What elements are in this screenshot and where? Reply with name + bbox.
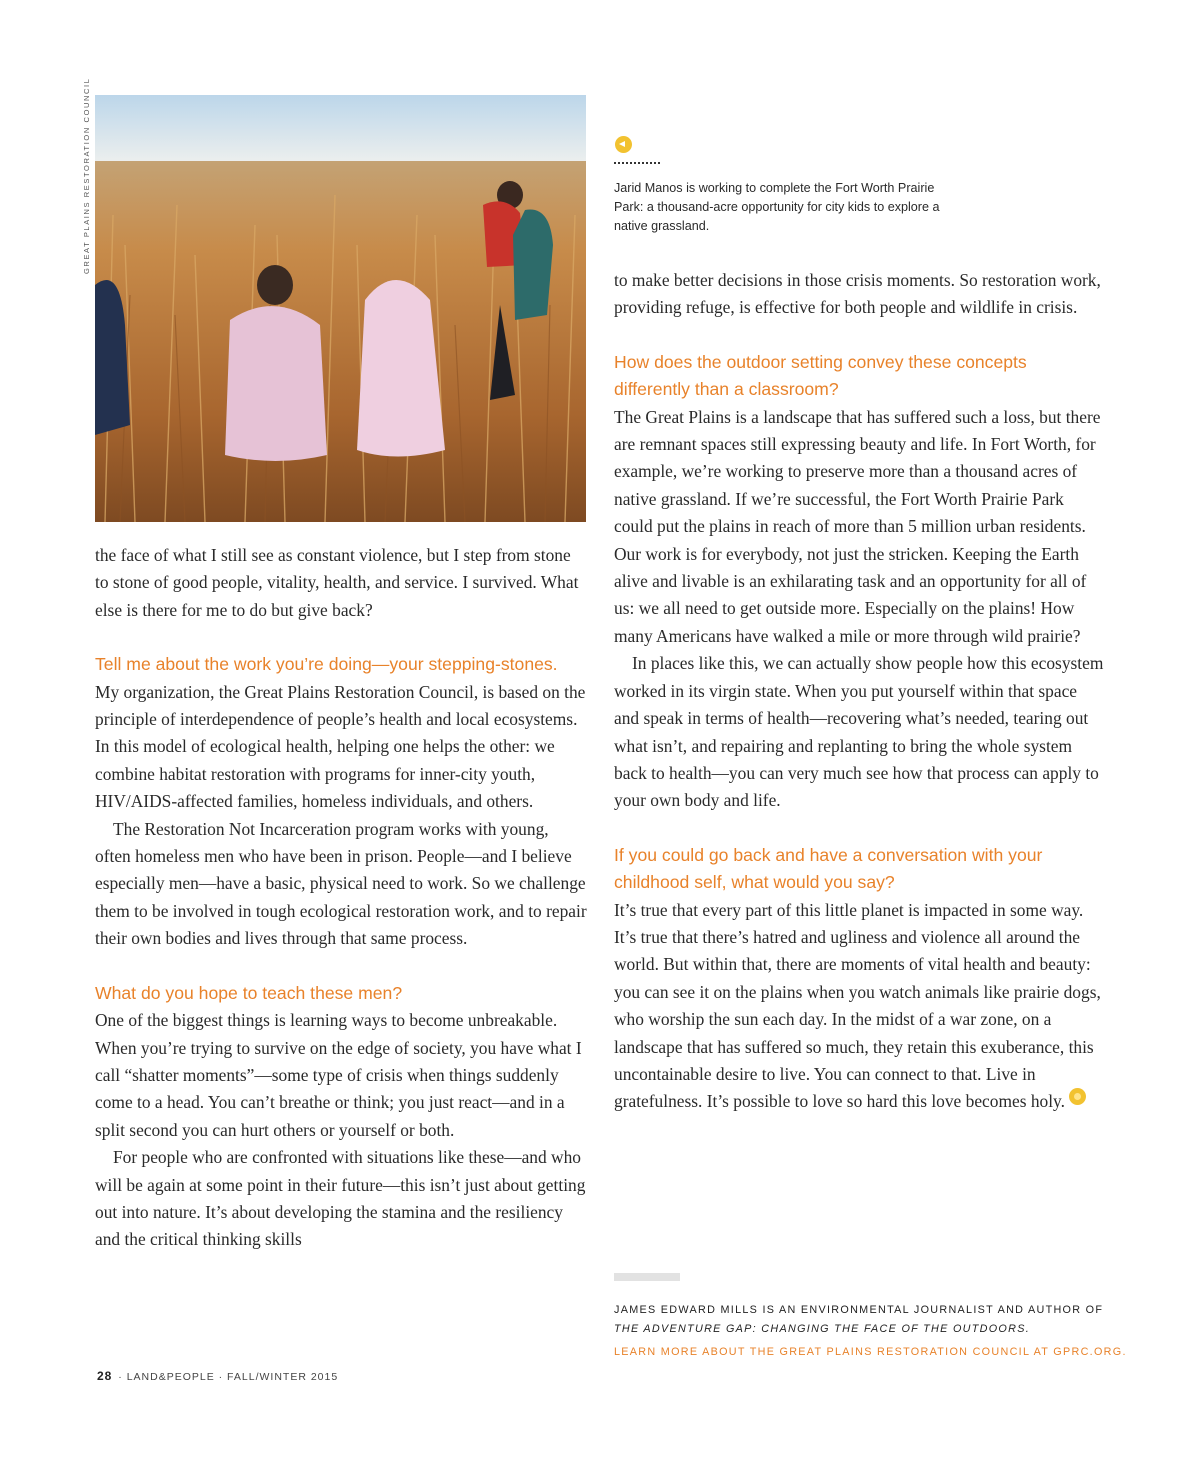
paragraph: One of the biggest things is learning ways to become unbreakable. When you’re trying to survive on the edge of society, you have what I call “shatter moments”—some type of crisis when things suddenly come to a head. You can’t breathe or think; you just react—and in a split second you can hurt others or yourself or both. [95, 1010, 582, 1140]
paragraph: The Great Plains is a landscape that has suffered such a loss, but there are remnant spaces still expressing beauty and life. In Fort Worth, for example, we’re working to preserve more than a thousand acres of native grassland. If we’re successful, the Fort Worth Prairie Park could put the plains in reach of more than 5 million urban residents. Our work is for everybody, not just the stricken. Keeping the Earth alive and livable is an exhilarating task and an opportunity for all of us: we all need to get outside more. Especially on the plains! How many Americans have walked a mile or more through wild prairie? [614, 406, 1101, 646]
paragraph: For people who are confronted with situations like these—and who will be again at some point in their future—this isn’t just about getting out into nature. It’s about developing the stamina and the resiliency and the critical thinking skills [95, 1147, 586, 1250]
left-column [95, 542, 587, 1254]
photo-caption [614, 136, 954, 236]
author-bio [614, 1301, 1134, 1338]
caption-divider [614, 162, 660, 164]
caption-text: Jarid Manos is working to complete the Fort Worth Prairie Park: a thousand-acre opportunity for city kids to explore a native grassland. [614, 181, 940, 233]
folio-text: · LAND&PEOPLE · FALL/WINTER 2015 [118, 1371, 339, 1383]
paragraph: the face of what I still see as constant violence, but I step from stone to stone of good people, vitality, health, and service. I survived. What else is there for me to do but give back? [95, 545, 579, 620]
page-number: 28 [97, 1369, 113, 1383]
question-heading: How does the outdoor setting convey these concepts differently than a classroom? [614, 351, 1027, 400]
paragraph: My organization, the Great Plains Restoration Council, is based on the principle of interdependence of people’s health and local ecosystems. In this model of ecological health, helping one helps the other: we combine habitat restoration with programs for inner-city youth, HIV/AIDS-affected families, homeless individuals, and others. [95, 681, 586, 812]
arrow-left-icon [615, 136, 632, 153]
question-heading: What do you hope to teach these men? [95, 982, 403, 1003]
paragraph: The Restoration Not Incarceration program works with young, often homeless men who have been in prison. People—and I believe especially men—have a basic, physical need to work. So we challenge them to be involved in tough ecological restoration work, and to repair their own bodies and lives through that same process. [95, 818, 587, 949]
question-heading: Tell me about the work you’re doing—your stepping-stones. [95, 654, 558, 675]
end-mark-icon [1069, 1088, 1086, 1105]
photo-credit-text: GREAT PLAINS RESTORATION COUNCIL [82, 77, 91, 274]
paragraph: In places like this, we can actually show people how this ecosystem worked in its virgin state. When you put yourself within that space and speak in terms of health—recovering what’s needed, tearing out what isn’t, and repairing and replanting to bring the whole system back to health—you can very much see how that process can apply to your own body and life. [614, 653, 1104, 811]
book-title: THE ADVENTURE GAP: CHANGING THE FACE OF THE OUTDOORS. [614, 1322, 1031, 1335]
bio-divider [614, 1273, 680, 1281]
right-column [614, 267, 1106, 1116]
paragraph-text: It’s true that every part of this little planet is impacted in some way. It’s true that there’s hatred and ugliness and violence all around the world. But within that, there are moments of vital health and beauty: you can see it on the plains when you watch animals like prairie dogs, who worship the sun each day. In the midst of a war zone, on a landscape that has suffered so much, they retain this exuberance, this uncontainable desire to live. You can connect to that. Live in gratefulness. It’s possible to love so hard this love becomes holy. [614, 899, 1101, 1112]
prairie-photo-illustration [95, 95, 586, 522]
paragraph: to make better decisions in those crisis moments. So restoration work, providing refuge, is effective for both people and wildlife in crisis. [614, 270, 1101, 318]
question-heading: If you could go back and have a conversation with your childhood self, what would you say? [614, 844, 1043, 893]
page-footer [97, 1369, 338, 1383]
learn-more-link[interactable]: LEARN MORE ABOUT THE GREAT PLAINS RESTORATION COUNCIL AT GPRC.ORG. [614, 1346, 1127, 1358]
prairie-photo [95, 95, 586, 522]
bio-text: JAMES EDWARD MILLS IS AN ENVIRONMENTAL JOURNALIST AND AUTHOR OF [614, 1304, 1104, 1316]
paragraph-with-end-mark [614, 897, 1106, 1116]
photo-credit [82, 77, 92, 276]
